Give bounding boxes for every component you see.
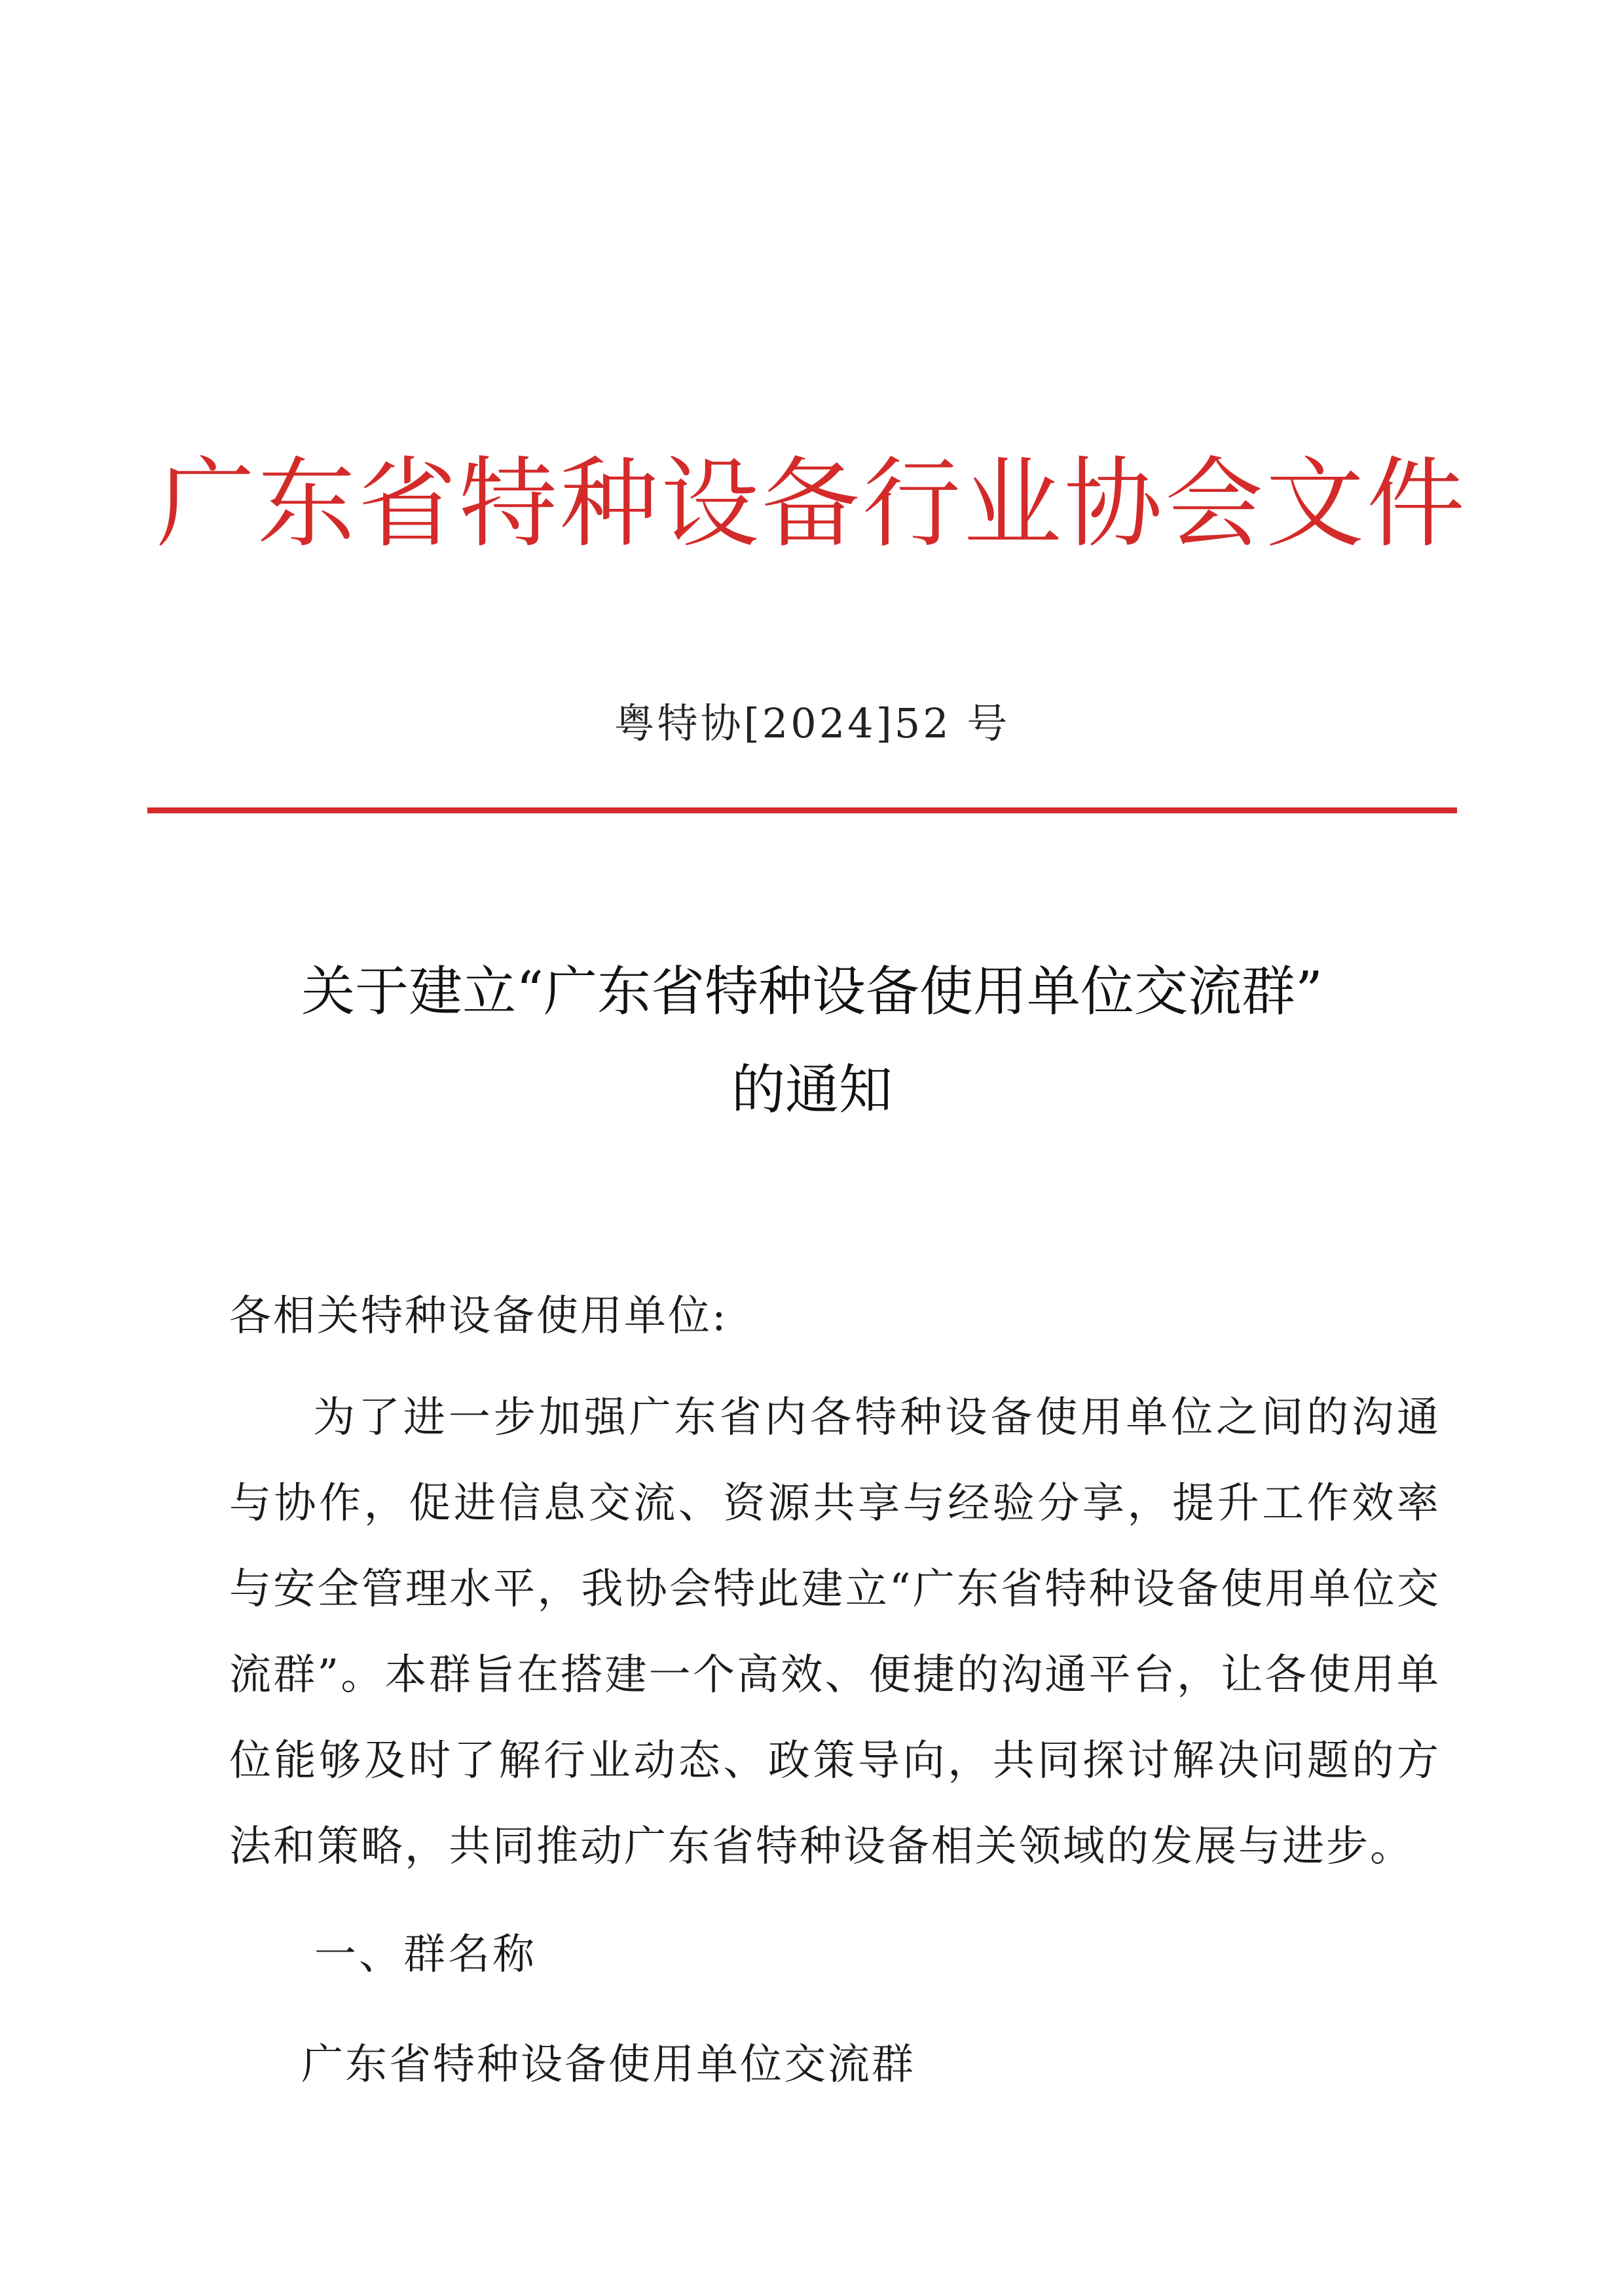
body-paragraph: 为了进一步加强广东省内各特种设备使用单位之间的沟通与协作，促进信息交流、资源共享与经验分享，提升工作效率与安全管理水平，我协会特此建立“广东省特种设备使用单位交流群”。本群旨在搭建一个高效、便捷的沟通平台，让各使用单位能够及时了解行业动态、政策导向，共同探讨解决问题的方法和策略，共同推动广东省特种设备相关领域的发展与进步。 — [229, 1394, 1441, 1871]
document-masthead: 广东省特种设备行业协会文件 — [156, 447, 1467, 561]
group-name-value: 广东省特种设备使用单位交流群 — [301, 2041, 915, 2089]
notice-title-line-1: 关于建立“广东省特种设备使用单位交流群” — [301, 961, 1323, 1023]
red-divider-line — [147, 807, 1457, 813]
salutation: 各相关特种设备使用单位: — [229, 1292, 728, 1341]
section-heading-group-name: 一、群名称 — [314, 1931, 537, 1979]
document-number: 粤特协[2024]52 号 — [614, 699, 1010, 747]
notice-title-line-2: 的通知 — [731, 1059, 893, 1121]
